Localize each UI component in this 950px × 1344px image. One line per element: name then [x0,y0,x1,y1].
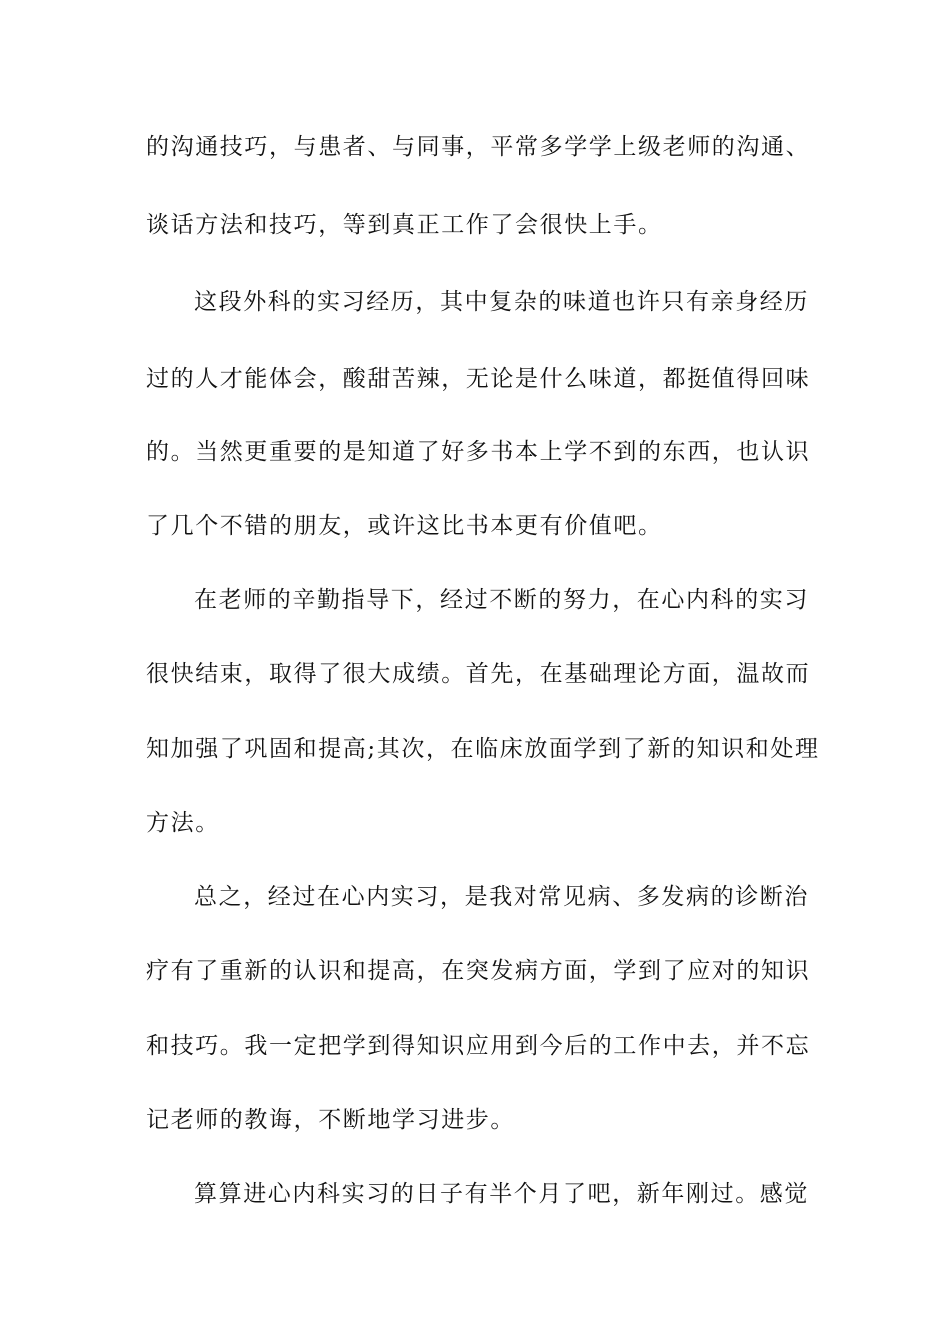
paragraph-first-line: 在老师的辛勤指导下，经过不断的努力，在心内科的实习 [194,587,809,613]
text-line: 方法。 [146,810,220,836]
text-line: 知加强了巩固和提高;其次，在临床放面学到了新的知识和处理 [146,736,820,762]
text-line: 的沟通技巧，与患者、与同事，平常多学学上级老师的沟通、 [146,134,811,160]
paragraph-first-line: 这段外科的实习经历，其中复杂的味道也许只有亲身经历 [194,289,809,315]
text-line: 的。当然更重要的是知道了好多书本上学不到的东西，也认识 [146,439,811,465]
text-line: 很快结束，取得了很大成绩。首先，在基础理论方面，温故而 [146,661,811,687]
text-line: 和技巧。我一定把学到得知识应用到今后的工作中去，并不忘 [146,1033,811,1059]
text-line: 记老师的教诲，不断地学习进步。 [146,1107,515,1133]
text-line: 疗有了重新的认识和提高，在突发病方面，学到了应对的知识 [146,958,811,984]
paragraph-first-line: 算算进心内科实习的日子有半个月了吧，新年刚过。感觉 [194,1181,809,1207]
text-line: 谈话方法和技巧，等到真正工作了会很快上手。 [146,212,663,238]
text-line: 了几个不错的朋友，或许这比书本更有价值吧。 [146,513,663,539]
text-line: 过的人才能体会，酸甜苦辣，无论是什么味道，都挺值得回味 [146,366,811,392]
paragraph-first-line: 总之，经过在心内实习，是我对常见病、多发病的诊断治 [194,884,809,910]
